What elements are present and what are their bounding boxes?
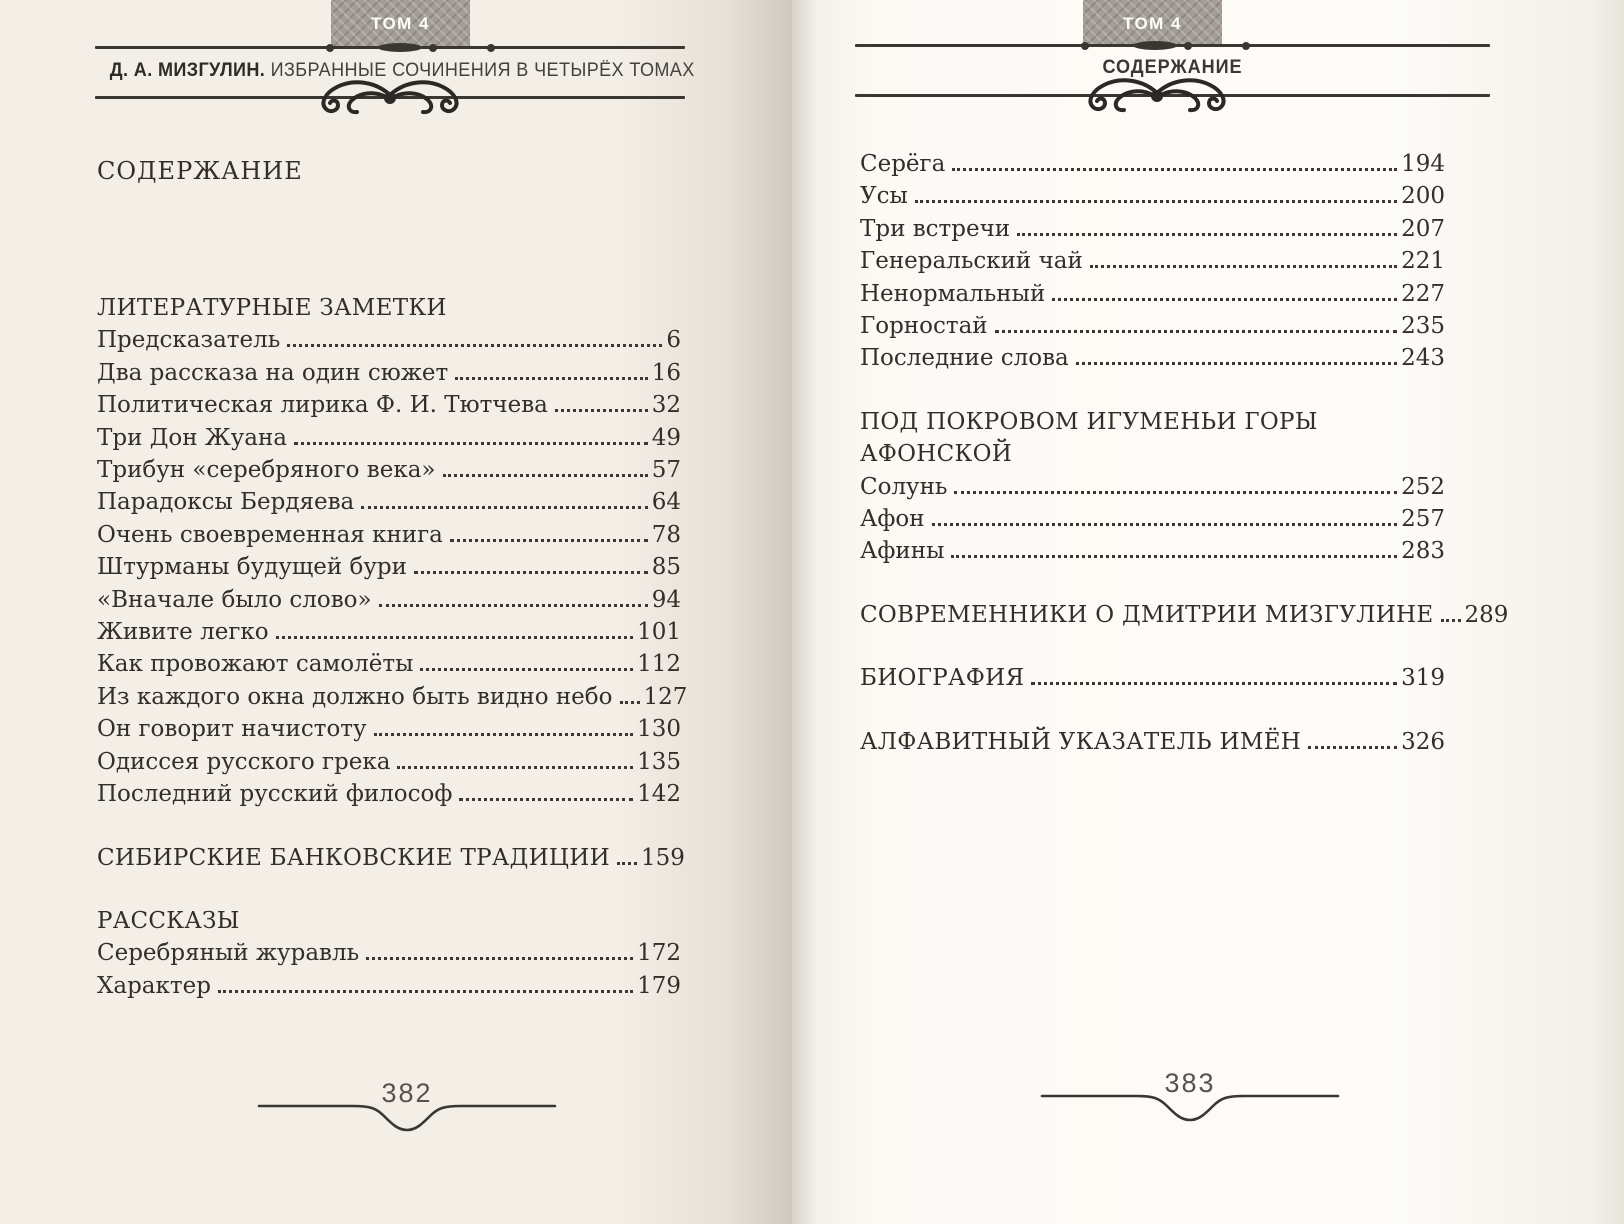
toc-entry-title: Последние слова <box>860 345 1069 372</box>
toc-entry-title: Парадоксы Бердяева <box>97 489 355 516</box>
toc-entry-page: 326 <box>1401 728 1445 755</box>
header-rule-top <box>95 46 685 49</box>
dot-leader <box>952 168 1397 171</box>
toc-section <box>97 292 688 811</box>
dot-leader <box>915 200 1397 203</box>
page-382 <box>0 0 792 1224</box>
page-383 <box>792 0 1624 1224</box>
dot-leader <box>450 539 648 542</box>
toc-entry-title: Очень своевременная книга <box>97 521 443 548</box>
dot-leader <box>932 523 1397 526</box>
toc-section-heading: ПОД ПОКРОВОМ ИГУМЕНЬИ ГОРЫ АФОНСКОЙ <box>860 408 1318 468</box>
toc-entry-page: 194 <box>1401 151 1445 177</box>
dot-leader <box>276 636 634 639</box>
toc-right <box>860 148 1509 758</box>
toc-entry <box>860 342 1445 374</box>
toc-entry-page: 64 <box>651 489 681 516</box>
toc-section <box>860 599 1509 631</box>
toc-entry-page: 6 <box>666 327 681 354</box>
toc-entry-title: Афины <box>860 538 945 565</box>
toc-heading-row <box>860 726 1445 758</box>
dot-leader <box>366 957 633 960</box>
dot-leader <box>1031 682 1397 685</box>
toc-entry-page: 57 <box>651 457 681 484</box>
toc-entry-page: 159 <box>641 844 685 871</box>
toc-entry-title: БИОГРАФИЯ <box>860 665 1025 692</box>
toc-entry-page: 172 <box>637 940 681 967</box>
toc-entry-title: Три встречи <box>860 215 1011 242</box>
toc-entry <box>860 213 1445 245</box>
toc-entry-page: 49 <box>651 424 681 451</box>
toc-entry <box>860 471 1445 503</box>
flourish-ornament <box>315 79 465 119</box>
dot-leader <box>1441 619 1461 622</box>
toc-entry-page: 319 <box>1401 665 1445 692</box>
dot-leader <box>374 733 634 736</box>
volume-label: ТОМ 4 <box>370 13 431 33</box>
dot-leader <box>397 766 633 769</box>
flourish-ornament <box>1082 77 1232 117</box>
rule-dot <box>429 44 437 52</box>
dot-leader <box>1090 265 1397 268</box>
toc-entry-page: 130 <box>637 716 681 743</box>
dot-leader <box>455 377 647 380</box>
toc-entry <box>97 648 681 680</box>
dot-leader <box>379 604 648 607</box>
rule-dot <box>1081 42 1089 50</box>
toc-entry <box>97 584 681 616</box>
toc-entry <box>97 357 681 389</box>
toc-entry-page: 289 <box>1464 601 1509 628</box>
toc-entry-title: СИБИРСКИЕ БАНКОВСКИЕ ТРАДИЦИИ <box>97 844 611 871</box>
toc-entry-page: 221 <box>1401 248 1445 275</box>
toc-entry <box>97 616 681 648</box>
toc-entry-title: Характер <box>97 972 211 999</box>
toc-entry-page: 101 <box>637 619 681 646</box>
toc-entry <box>97 519 681 551</box>
toc-entry <box>97 681 688 713</box>
toc-entry <box>97 746 681 778</box>
dot-leader <box>951 555 1397 558</box>
page-footer <box>257 1078 557 1138</box>
toc-entry <box>97 422 681 454</box>
rule-dot <box>1184 42 1192 50</box>
toc-entry <box>97 454 681 486</box>
volume-label-box <box>331 0 470 47</box>
toc-entry <box>860 310 1445 342</box>
toc-section <box>860 406 1445 568</box>
toc-entry <box>97 970 681 1002</box>
toc-section <box>97 842 685 874</box>
folio-number: 383 <box>1164 1068 1216 1098</box>
dot-leader <box>1076 362 1397 365</box>
toc-entry-page: 94 <box>651 586 681 613</box>
dot-leader <box>620 701 640 704</box>
dot-leader <box>443 474 648 477</box>
toc-entry-title: Ненормальный <box>860 280 1046 307</box>
toc-entry-page: 227 <box>1401 280 1445 307</box>
toc-entry-title: Три Дон Жуана <box>97 424 288 451</box>
toc-entry-title: Штурманы будущей бури <box>97 554 407 581</box>
rule-dot <box>326 44 334 52</box>
toc-entry-title: АЛФАВИТНЫЙ УКАЗАТЕЛЬ ИМЁН <box>860 728 1302 755</box>
toc-entry-page: 283 <box>1401 538 1445 565</box>
header-rule-top <box>855 44 1490 47</box>
toc-entry-page: 135 <box>637 748 681 775</box>
dot-leader <box>1017 233 1397 236</box>
folio-number: 382 <box>381 1078 433 1108</box>
rule-lens <box>378 43 422 52</box>
toc-entry <box>860 535 1445 567</box>
toc-entry-title: Афон <box>860 506 925 533</box>
rule-lens <box>1133 41 1177 50</box>
toc-entry-title: Одиссея русского грека <box>97 748 391 775</box>
dot-leader <box>287 344 662 347</box>
toc-entry-page: 200 <box>1401 183 1445 210</box>
contents-heading: СОДЕРЖАНИЕ <box>97 157 303 185</box>
rule-dot <box>487 44 495 52</box>
running-title-rest: ИЗБРАННЫЕ СОЧИНЕНИЯ В ЧЕТЫРЁХ ТОМАХ <box>265 60 695 81</box>
toc-section <box>860 726 1445 758</box>
toc-entry-page: 207 <box>1401 215 1445 242</box>
dot-leader <box>995 330 1397 333</box>
toc-entry-title: Из каждого окна должно быть видно небо <box>97 683 613 710</box>
toc-entry-page: 243 <box>1401 345 1445 372</box>
dot-leader <box>1052 298 1397 301</box>
dot-leader <box>420 668 633 671</box>
dot-leader <box>218 990 633 993</box>
toc-heading-row <box>860 662 1445 694</box>
toc-entry <box>97 324 681 356</box>
dot-leader <box>414 571 648 574</box>
toc-entry-page: 78 <box>651 521 681 548</box>
toc-entry <box>97 551 681 583</box>
dot-leader <box>617 862 637 865</box>
toc-entry <box>860 148 1445 180</box>
dot-leader <box>294 442 648 445</box>
toc-entry-page: 252 <box>1401 473 1445 500</box>
toc-entry-title: Трибун «серебряного века» <box>97 457 436 484</box>
page-footer <box>1040 1068 1340 1128</box>
toc-entry <box>97 713 681 745</box>
toc-entry <box>97 937 681 969</box>
toc-entry-page: 32 <box>651 392 681 419</box>
toc-heading-row <box>97 842 685 874</box>
toc-entry-page: 112 <box>637 651 681 678</box>
toc-entry-page: 16 <box>651 359 681 386</box>
dot-leader <box>555 409 648 412</box>
toc-entry-title: Серёга <box>860 151 946 177</box>
toc-entry-title: Солунь <box>860 473 948 500</box>
toc-section <box>860 662 1445 694</box>
toc-entry-title: Горностай <box>860 313 988 340</box>
toc-entry-page: 179 <box>637 972 681 999</box>
toc-entry-page: 85 <box>651 554 681 581</box>
dot-leader <box>1308 746 1397 749</box>
volume-label-box <box>1083 0 1222 47</box>
toc-entry <box>860 503 1445 535</box>
running-title-author: Д. А. МИЗГУЛИН. <box>109 60 266 81</box>
dot-leader <box>459 798 633 801</box>
volume-label: ТОМ 4 <box>1122 13 1183 33</box>
toc-section <box>97 905 681 1002</box>
toc-entry <box>860 245 1445 277</box>
toc-heading-row <box>860 599 1509 631</box>
toc-entry <box>97 389 681 421</box>
toc-entry-page: 127 <box>643 683 688 710</box>
toc-entry <box>860 278 1445 310</box>
toc-entry-title: Он говорит начистоту <box>97 716 367 743</box>
toc-entry-page: 257 <box>1401 506 1445 533</box>
toc-entry-title: Последний русский философ <box>97 781 453 808</box>
toc-left <box>97 292 688 1002</box>
toc-entry-title: Политическая лирика Ф. И. Тютчева <box>97 392 548 419</box>
toc-entry-page: 235 <box>1401 313 1445 340</box>
toc-entry <box>97 778 681 810</box>
rule-dot <box>1242 42 1250 50</box>
toc-section-heading: РАССКАЗЫ <box>97 907 240 934</box>
toc-entry-title: СОВРЕМЕННИКИ О ДМИТРИИ МИЗГУЛИНЕ <box>860 601 1434 628</box>
toc-section <box>860 148 1445 375</box>
running-title: СОДЕРЖАНИЕ <box>1102 57 1243 78</box>
toc-entry-title: Живите легко <box>97 619 269 646</box>
toc-entry <box>860 180 1445 212</box>
toc-entry-title: «Вначале было слово» <box>97 586 372 613</box>
toc-entry-title: Как провожают самолёты <box>97 651 414 678</box>
toc-entry-title: Генеральский чай <box>860 248 1083 275</box>
toc-entry-title: Серебряный журавль <box>97 940 360 967</box>
toc-entry-title: Усы <box>860 183 908 210</box>
toc-section-heading: ЛИТЕРАТУРНЫЕ ЗАМЕТКИ <box>97 295 447 321</box>
toc-entry-title: Два рассказа на один сюжет <box>97 359 449 386</box>
toc-entry-page: 142 <box>637 781 681 808</box>
dot-leader <box>954 491 1397 494</box>
dot-leader <box>361 506 647 509</box>
toc-entry <box>97 486 681 518</box>
toc-entry-title: Предсказатель <box>97 327 281 354</box>
